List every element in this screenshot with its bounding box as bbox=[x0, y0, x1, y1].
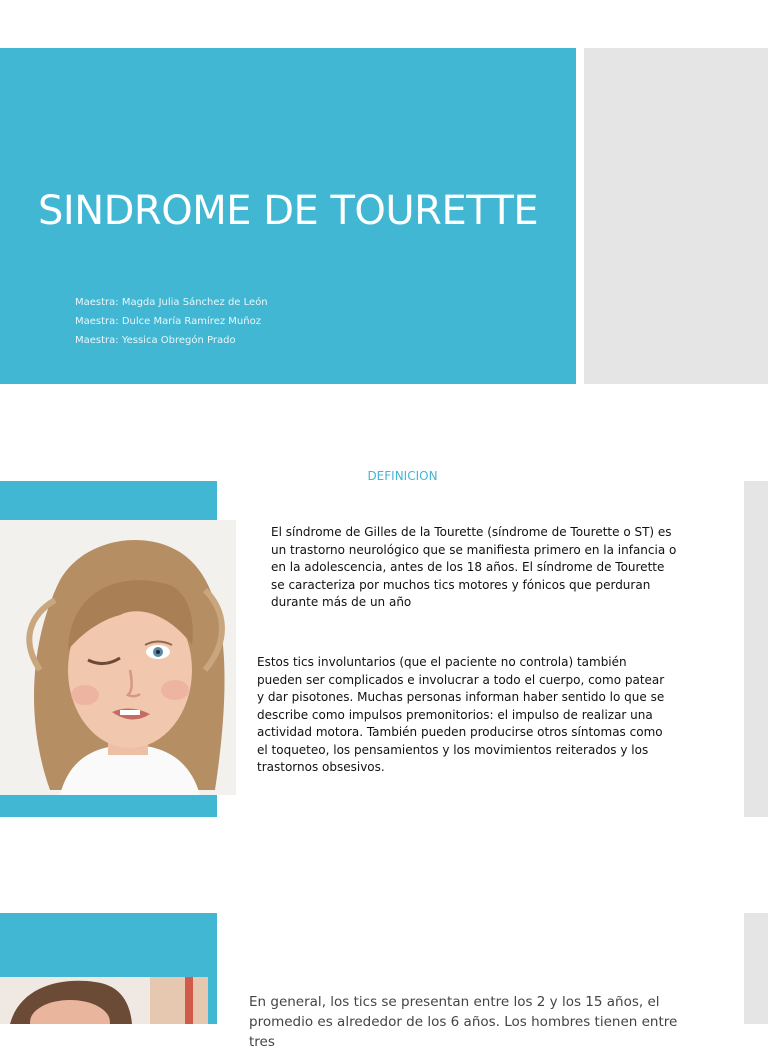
child-photo bbox=[0, 520, 236, 795]
definition-paragraph-2: Estos tics involuntarios (que el paciente no controla) también pueden ser complicados e involucrar a todo el cuerpo, como patear y dar pisotones. Muchas personas informan haber sentido lo que se describe como impulsos premonitorios: el impulso de realizar una actividad motora. También pueden producirse otros síntomas como el toqueteo, los pensamientos y los movimientos reiterados y los trastornos obsesivos. bbox=[257, 655, 665, 774]
page-title: SINDROME DE TOURETTE bbox=[38, 188, 539, 234]
section-heading: DEFINICION bbox=[367, 469, 438, 483]
age-paragraph: En general, los tics se presentan entre los 2 y los 15 años, el promedio es alrededor de los 6 años. Los hombres tienen entre tres bbox=[249, 994, 678, 1050]
definition-paragraph-1: El síndrome de Gilles de la Tourette (síndrome de Tourette o ST) es un trastorno neurológico que se manifiesta primero en la infancia o en la adolescencia, antes de los 18 años. El síndrome de Tourette se caracteriza por muchos tics motores y fónicos que perduran durante más de un año bbox=[271, 525, 677, 609]
title-slide-side-panel bbox=[584, 48, 768, 384]
child-photo-2 bbox=[0, 977, 208, 1024]
side-panel-2 bbox=[744, 913, 768, 1024]
teacher-name-1: Maestra: Magda Julia Sánchez de León bbox=[75, 297, 268, 308]
side-panel bbox=[744, 481, 768, 817]
teacher-name-2: Maestra: Dulce María Ramírez Muñoz bbox=[75, 316, 261, 327]
teacher-name-3: Maestra: Yessica Obregón Prado bbox=[75, 335, 236, 346]
